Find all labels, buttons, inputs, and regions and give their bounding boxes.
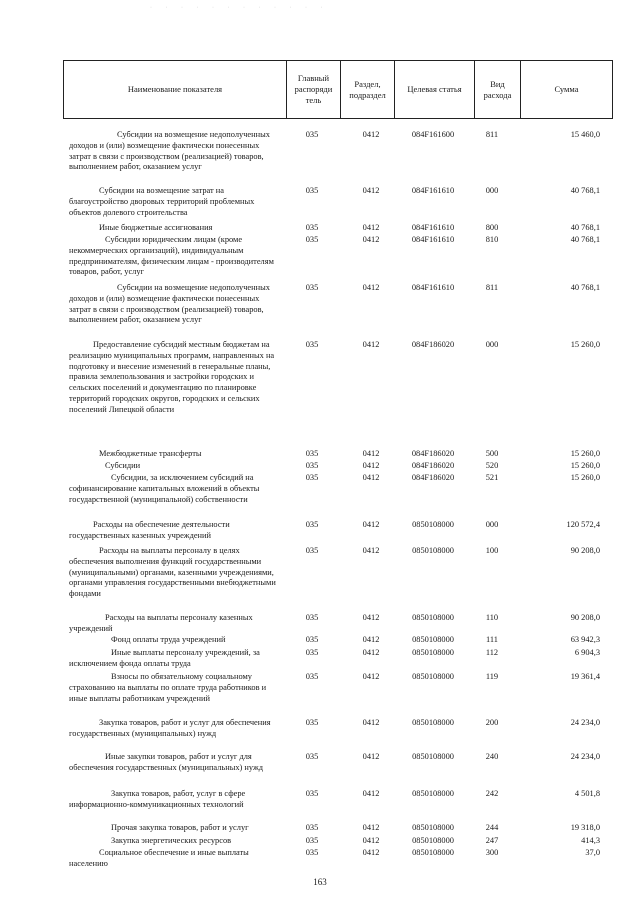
row-name: Фонд оплаты труда учреждений [111, 635, 226, 644]
row-vid: 200 [485, 718, 499, 727]
row-razdel: 0412 [362, 648, 380, 657]
row-glav: 035 [305, 461, 319, 470]
row-celevaya: 084F161610 [411, 223, 455, 232]
row-name: Иные закупки товаров, работ и услуг для обеспечения государственных (муниципальных) нужд [69, 752, 263, 772]
row-razdel: 0412 [362, 752, 380, 761]
row-name: Закупка товаров, работ и услуг для обеспечения государственных (муниципальных) нужд [69, 718, 271, 738]
row-celevaya: 0850108000 [412, 520, 454, 529]
row-name: Субсидии на возмещение недополученных доходов и (или) возмещение фактически понесенных затрат в связи с производством (реализацией) товаров, выполнением работ, оказанием услуг [69, 130, 270, 172]
row-summa: 24 234,0 [570, 718, 600, 727]
row-celevaya: 084F161610 [411, 186, 455, 195]
row-glav: 035 [305, 186, 319, 195]
row-celevaya: 0850108000 [412, 672, 454, 681]
header-name: Наименование показателя [127, 84, 223, 94]
row-glav: 035 [305, 235, 319, 244]
row-summa: 24 234,0 [570, 752, 600, 761]
row-glav: 035 [305, 613, 319, 622]
header-celevaya: Целевая статья [394, 61, 474, 118]
table-header [63, 60, 613, 119]
row-glav: 035 [305, 473, 319, 482]
header-vid: Вид расхода [474, 61, 520, 118]
row-vid: 500 [485, 449, 499, 458]
row-name: Субсидии [105, 461, 141, 470]
row-summa: 15 260,0 [570, 340, 600, 349]
row-vid: 000 [485, 186, 499, 195]
row-summa: 40 768,1 [570, 235, 600, 244]
header-razdel: Раздел, подраздел [340, 61, 394, 118]
row-glav: 035 [305, 223, 319, 232]
row-celevaya: 084F186020 [411, 340, 455, 349]
row-razdel: 0412 [362, 235, 380, 244]
row-vid: 000 [485, 340, 499, 349]
row-razdel: 0412 [362, 635, 380, 644]
row-glav: 035 [305, 752, 319, 761]
row-razdel: 0412 [362, 613, 380, 622]
row-glav: 035 [305, 130, 319, 139]
row-summa: 19 361,4 [570, 672, 600, 681]
row-razdel: 0412 [362, 789, 380, 798]
row-name: Межбюджетные трансферты [99, 449, 202, 458]
row-celevaya: 084F186020 [411, 449, 455, 458]
row-summa: 40 768,1 [570, 283, 600, 292]
row-vid: 100 [485, 546, 499, 555]
row-razdel: 0412 [362, 546, 380, 555]
row-glav: 035 [305, 283, 319, 292]
row-glav: 035 [305, 718, 319, 727]
row-razdel: 0412 [362, 186, 380, 195]
row-name: Иные выплаты персоналу учреждений, за исключением фонда оплаты труда [69, 648, 260, 668]
header-glav: Главный распоряди тель [286, 61, 340, 118]
row-name: Расходы на выплаты персоналу казенных учреждений [69, 613, 253, 633]
row-vid: 300 [485, 848, 499, 857]
row-name: Субсидии юридическим лицам (кроме некоммерческих организаций), индивидуальным предпринимателям, физическим лицам - производителям товаров, работ, услуг [69, 235, 274, 277]
row-vid: 811 [485, 130, 499, 139]
row-vid: 520 [485, 461, 499, 470]
row-glav: 035 [305, 449, 319, 458]
header-summa: Сумма [520, 61, 612, 118]
row-celevaya: 0850108000 [412, 752, 454, 761]
row-summa: 37,0 [585, 848, 600, 857]
row-glav: 035 [305, 823, 319, 832]
row-celevaya: 084F161610 [411, 235, 455, 244]
row-razdel: 0412 [362, 848, 380, 857]
row-celevaya: 0850108000 [412, 836, 454, 845]
row-vid: 111 [486, 635, 498, 644]
row-vid: 244 [485, 823, 499, 832]
row-razdel: 0412 [362, 283, 380, 292]
row-summa: 63 942,3 [570, 635, 600, 644]
row-glav: 035 [305, 520, 319, 529]
row-celevaya: 084F161610 [411, 283, 455, 292]
row-name: Расходы на обеспечение деятельности государственных казенных учреждений [69, 520, 230, 540]
row-celevaya: 0850108000 [412, 613, 454, 622]
row-razdel: 0412 [362, 449, 380, 458]
row-razdel: 0412 [362, 130, 380, 139]
row-summa: 15 260,0 [570, 461, 600, 470]
row-celevaya: 084F186020 [411, 461, 455, 470]
row-vid: 811 [485, 283, 499, 292]
row-razdel: 0412 [362, 836, 380, 845]
row-glav: 035 [305, 340, 319, 349]
row-razdel: 0412 [362, 823, 380, 832]
row-celevaya: 084F186020 [411, 473, 455, 482]
scan-artifact: · · · · · · · · · · · · [150, 5, 329, 11]
row-vid: 247 [485, 836, 499, 845]
row-glav: 035 [305, 546, 319, 555]
row-name: Иные бюджетные ассигнования [99, 223, 213, 232]
row-razdel: 0412 [362, 672, 380, 681]
row-razdel: 0412 [362, 473, 380, 482]
row-summa: 90 208,0 [570, 613, 600, 622]
row-summa: 40 768,1 [570, 223, 600, 232]
row-name: Субсидии на возмещение недополученных доходов и (или) возмещение фактически понесенных затрат в связи с производством (реализацией) товаров, выполнением работ, оказанием услуг [69, 283, 270, 325]
row-name: Субсидии на возмещение затрат на благоустройство дворовых территорий проблемных объектов долевого строительства [69, 186, 255, 217]
row-celevaya: 0850108000 [412, 635, 454, 644]
row-summa: 15 260,0 [570, 473, 600, 482]
row-vid: 800 [485, 223, 499, 232]
row-celevaya: 0850108000 [412, 823, 454, 832]
row-summa: 414,3 [581, 836, 600, 845]
row-summa: 4 501,8 [574, 789, 600, 798]
row-celevaya: 0850108000 [412, 789, 454, 798]
row-summa: 120 572,4 [566, 520, 600, 529]
row-vid: 240 [485, 752, 499, 761]
row-name: Субсидии, за исключением субсидий на софинансирование капитальных вложений в объекты государственной (муниципальной) собственности [69, 473, 260, 504]
row-vid: 119 [485, 672, 499, 681]
row-glav: 035 [305, 648, 319, 657]
row-vid: 000 [485, 520, 499, 529]
row-razdel: 0412 [362, 520, 380, 529]
row-razdel: 0412 [362, 461, 380, 470]
row-name: Социальное обеспечение и иные выплаты населению [69, 848, 249, 868]
row-celevaya: 0850108000 [412, 546, 454, 555]
row-glav: 035 [305, 836, 319, 845]
row-celevaya: 0850108000 [412, 848, 454, 857]
row-celevaya: 0850108000 [412, 648, 454, 657]
row-glav: 035 [305, 635, 319, 644]
row-glav: 035 [305, 672, 319, 681]
row-celevaya: 0850108000 [412, 718, 454, 727]
row-razdel: 0412 [362, 223, 380, 232]
row-glav: 035 [305, 789, 319, 798]
row-summa: 15 460,0 [570, 130, 600, 139]
row-name: Закупка товаров, работ, услуг в сфере информационно-коммуникационных технологий [69, 789, 246, 809]
row-summa: 19 318,0 [570, 823, 600, 832]
row-glav: 035 [305, 848, 319, 857]
row-name: Взносы по обязательному социальному страхованию на выплаты по оплате труда работников и иные выплаты работникам учреждений [69, 672, 267, 703]
row-vid: 112 [485, 648, 499, 657]
row-name: Расходы на выплаты персоналу в целях обеспечения выполнения функций государственными (муниципальными) органами, казенными учреждениями, органами управления государственными внебюджетными фондами [69, 546, 276, 599]
row-razdel: 0412 [362, 718, 380, 727]
row-vid: 810 [485, 235, 499, 244]
row-name: Прочая закупка товаров, работ и услуг [111, 823, 249, 832]
row-summa: 15 260,0 [570, 449, 600, 458]
row-vid: 110 [485, 613, 499, 622]
row-name: Закупка энергетических ресурсов [111, 836, 232, 845]
row-celevaya: 084F161600 [411, 130, 455, 139]
row-vid: 521 [485, 473, 499, 482]
row-summa: 40 768,1 [570, 186, 600, 195]
row-name: Предоставление субсидий местным бюджетам на реализацию муниципальных программ, направленных на подготовку и внесение изменений в генеральные планы, правила землепользования и застройки городских и сельских поселений и документацию по планировке территорий городских округов, городских и сельских поселений Липецкой области [69, 340, 275, 414]
row-summa: 6 904,3 [574, 648, 600, 657]
row-vid: 242 [485, 789, 499, 798]
page-number: 163 [313, 877, 327, 887]
row-razdel: 0412 [362, 340, 380, 349]
row-summa: 90 208,0 [570, 546, 600, 555]
